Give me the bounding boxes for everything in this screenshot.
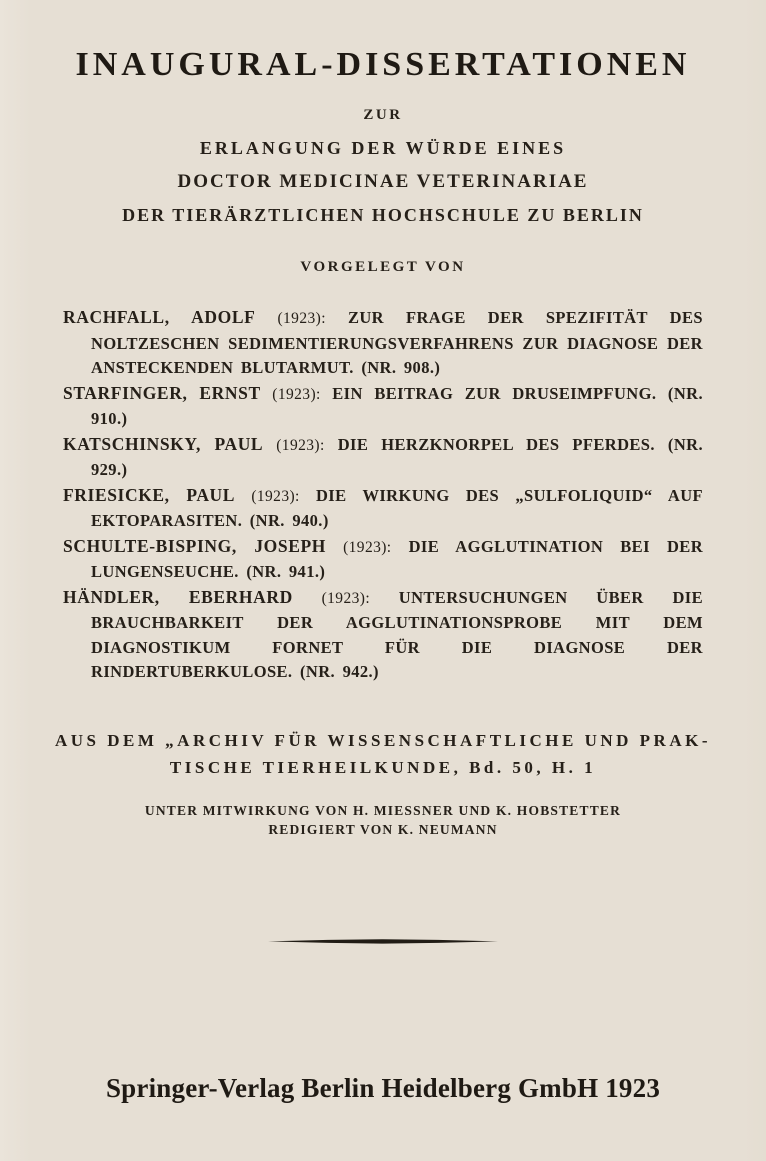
- dissertation-list: [63, 305, 703, 685]
- divider-rule: [0, 938, 766, 945]
- dissertation-entry: [63, 381, 703, 432]
- entry-author: FRIESICKE, PAUL: [63, 484, 236, 505]
- entry-title: DIE HERZKNORPEL DES PFERDES.: [337, 434, 655, 454]
- source-journal-line2: TISCHE TIERHEILKUNDE, Bd. 50, H. 1: [169, 757, 597, 777]
- entry-number: (NR. 942.): [300, 662, 379, 682]
- dissertation-entry: [63, 534, 703, 585]
- entry-title: DIE AGGLUTINATION BEI DER LUNGENSEUCHE.: [91, 536, 704, 582]
- dissertation-entry: [63, 585, 703, 685]
- entry-author: HÄNDLER, EBERHARD: [63, 586, 293, 607]
- entry-number: (NR. 941.): [246, 562, 326, 582]
- dissertation-entry: [63, 432, 703, 483]
- header-institution: DER TIERÄRZTLICHEN HOCHSCHULE ZU BERLIN: [122, 205, 644, 226]
- editors-note-line2: REDIGIERT VON K. NEUMANN: [268, 821, 498, 837]
- entry-title: ZUR FRAGE DER SPEZIFITÄT DES NOLTZESCHEN SEDIMENTIERUNGSVERFAHRENS ZUR DIAGNOSE DER ANSTECKENDEN BLUTARMUT.: [91, 308, 703, 378]
- dissertation-entry: [63, 305, 703, 381]
- dissertation-entry: [63, 483, 703, 534]
- entry-number: (NR. 940.): [249, 511, 329, 531]
- entry-author: SCHULTE-BISPING, JOSEPH: [63, 535, 326, 556]
- source-journal-line1: AUS DEM „ARCHIV FÜR WISSENSCHAFTLICHE UND PRAK-: [55, 730, 711, 750]
- header-degree: DOCTOR MEDICINAE VETERINARIAE: [177, 171, 589, 193]
- entry-year: (1923):: [251, 487, 300, 505]
- publisher-imprint: Springer-Verlag Berlin Heidelberg GmbH 1923: [105, 1072, 661, 1103]
- header-presented-by: VORGELEGT VON: [300, 259, 466, 276]
- header-zur: ZUR: [363, 107, 403, 124]
- entry-title: UNTERSUCHUNGEN ÜBER DIE BRAUCHBARKEIT DER AGGLUTINATIONSPROBE MIT DEM DIAGNOSTIKUM FORNET FÜR DIE DIAGNOSE DER RINDERTUBERKULOSE.: [91, 587, 703, 682]
- entry-year: (1923):: [277, 310, 326, 328]
- header-erlangung: ERLANGUNG DER WÜRDE EINES: [199, 138, 567, 159]
- entry-author: KATSCHINSKY, PAUL: [63, 433, 264, 454]
- entry-number: (NR. 929.): [91, 434, 703, 480]
- entry-number: (NR. 908.): [361, 358, 441, 378]
- entry-author: RACHFALL, ADOLF: [63, 307, 256, 328]
- entry-title: EIN BEITRAG ZUR DRUSEIMPFUNG.: [332, 383, 657, 403]
- entry-title: DIE WIRKUNG DES „SULFOLIQUID“ AUF EKTOPARASITEN.: [91, 485, 703, 531]
- source-journal: [0, 727, 766, 781]
- entry-year: (1923):: [272, 385, 321, 403]
- editors-note: [0, 801, 766, 839]
- entry-number: (NR. 910.): [91, 383, 703, 429]
- entry-year: (1923):: [276, 436, 325, 454]
- entry-author: STARFINGER, ERNST: [63, 382, 261, 403]
- editors-note-line1: UNTER MITWIRKUNG VON H. MIESSNER UND K. HOBSTETTER: [144, 802, 622, 818]
- page-title: INAUGURAL-DISSERTATIONEN: [75, 46, 691, 83]
- entry-year: (1923):: [343, 538, 392, 556]
- entry-year: (1923):: [321, 589, 371, 607]
